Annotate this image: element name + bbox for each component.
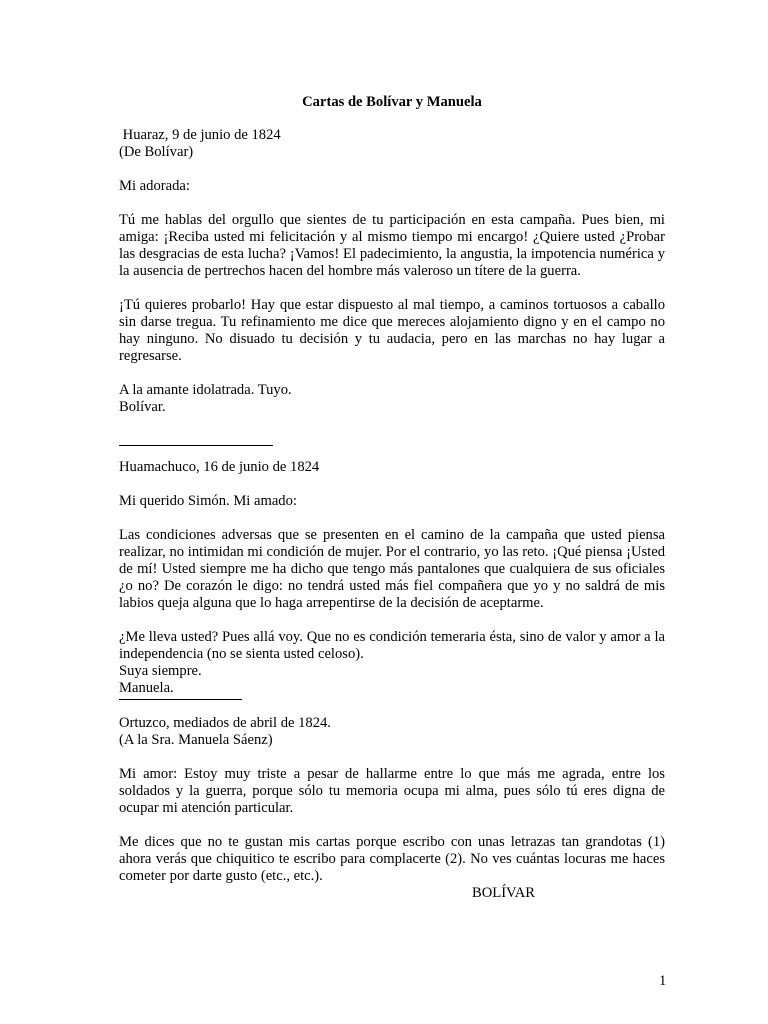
letter-1-signature: Bolívar.	[119, 399, 166, 415]
letter-1-from: (De Bolívar)	[119, 144, 194, 160]
document-page	[119, 94, 665, 902]
letter-1	[119, 127, 665, 459]
letter-2-paragraph-1: Las condiciones adversas que se presenten en el camino de la campaña que usted piensa realizar, no intimidan mi condición de mujer. Por el contrario, yo las reto. ¡Qué piensa ¡Usted de mí! Usted siempre me ha dicho que tengo más pantalones que cualquiera de sus oficiales ¿o no? De corazón le digo: no tendrá usted más fiel compañera que yo y no saldrá de mis labios queja alguna que lo haga arrepentirse de la decisión de aceptarme.	[119, 527, 665, 611]
letter-2-place-date: Huamachuco, 16 de junio de 1824	[119, 459, 320, 475]
letter-1-paragraph-2: ¡Tú quieres probarlo! Hay que estar dispuesto al mal tiempo, a caminos tortuosos a caballo sin darse tregua. Tu refinamiento me dice que mereces alojamiento digno y en el campo no hay ninguno. No disuado tu decisión y tu audacia, pero en las marchas no hay lugar a regresarse.	[119, 297, 665, 364]
letter-3-paragraph-2: Me dices que no te gustan mis cartas porque escribo con unas letrazas tan grandotas (1) ahora verás que chiquitico te escribo para complacerte (2). No ves cuántas locuras me haces cometer por darte gusto (etc., etc.).	[119, 834, 665, 884]
letter-3-place-date: Ortuzco, mediados de abril de 1824.	[119, 715, 331, 731]
letter-2-signature: Manuela.	[119, 680, 174, 696]
letter-1-place-date: Huaraz, 9 de junio de 1824	[119, 127, 281, 143]
letter-2	[119, 459, 665, 715]
page-number: 1	[659, 973, 667, 989]
letter-3-signature: BOLÍVAR	[472, 885, 535, 901]
letter-2-salutation: Mi querido Simón. Mi amado:	[119, 493, 297, 509]
letter-3	[119, 715, 665, 902]
letter-3-paragraph-1: Mi amor: Estoy muy triste a pesar de hallarme entre lo que más me agrada, entre los soldados y la guerra, porque sólo tu memoria ocupa mi alma, pues sólo tú eres digna de ocupar mi atención particular.	[119, 766, 665, 816]
letter-2-closing: Suya siempre.	[119, 663, 202, 679]
letter-1-salutation: Mi adorada:	[119, 178, 190, 194]
letter-1-paragraph-1: Tú me hablas del orgullo que sientes de tu participación en esta campaña. Pues bien, mi amiga: ¡Reciba usted mi felicitación y al mismo tiempo mi encargo! ¿Quiere usted ¿Probar las desgracias de esta lucha? ¡Vamos! El padecimiento, la angustia, la impotencia numérica y la ausencia de pertrechos hacen del hombre más valeroso un títere de la guerra.	[119, 212, 665, 279]
letter-2-paragraph-2: ¿Me lleva usted? Pues allá voy. Que no es condición temeraria ésta, sino de valor y amor a la independencia (no se sienta usted celoso).	[119, 629, 665, 662]
separator-rule-1	[119, 433, 273, 446]
letter-3-recipient: (A la Sra. Manuela Sáenz)	[119, 732, 273, 748]
document-title: Cartas de Bolívar y Manuela	[302, 94, 482, 110]
letter-1-closing: A la amante idolatrada. Tuyo.	[119, 382, 292, 398]
